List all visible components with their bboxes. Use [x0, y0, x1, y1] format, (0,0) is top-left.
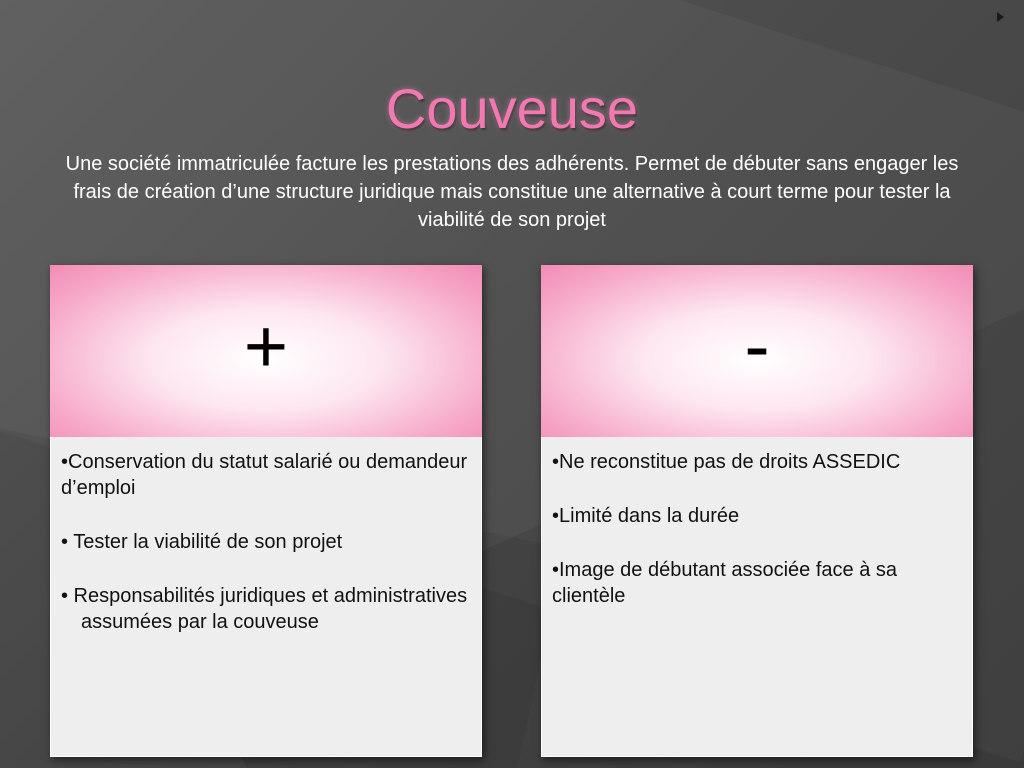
- slide-subtitle: Une société immatriculée facture les prestations des adhérents. Permet de débuter sans engager les frais de création d’une structure juridique mais constitue une alternative à court terme pour tester la viabilité de son projet: [65, 153, 959, 231]
- pros-box: [50, 265, 482, 757]
- corner-triangle-icon: [997, 12, 1004, 22]
- cons-item: •Image de débutant associée face à sa clientèle: [552, 559, 898, 607]
- pros-header: [50, 265, 482, 437]
- cons-list: [541, 437, 973, 757]
- cons-header: [541, 265, 973, 437]
- cons-box: [541, 265, 973, 757]
- pros-item: •Conservation du statut salarié ou demandeur d’emploi: [61, 451, 468, 499]
- pros-item: • Responsabilités juridiques et administratives assumées par la couveuse: [61, 585, 468, 633]
- cons-item: •Ne reconstitue pas de droits ASSEDIC: [552, 451, 901, 473]
- pros-item: • Tester la viabilité de son projet: [61, 531, 343, 553]
- slide-title: Couveuse: [385, 77, 639, 140]
- minus-sign: -: [744, 304, 770, 389]
- cons-item: •Limité dans la durée: [552, 505, 740, 527]
- plus-sign: +: [243, 304, 289, 389]
- pros-list: [50, 437, 482, 757]
